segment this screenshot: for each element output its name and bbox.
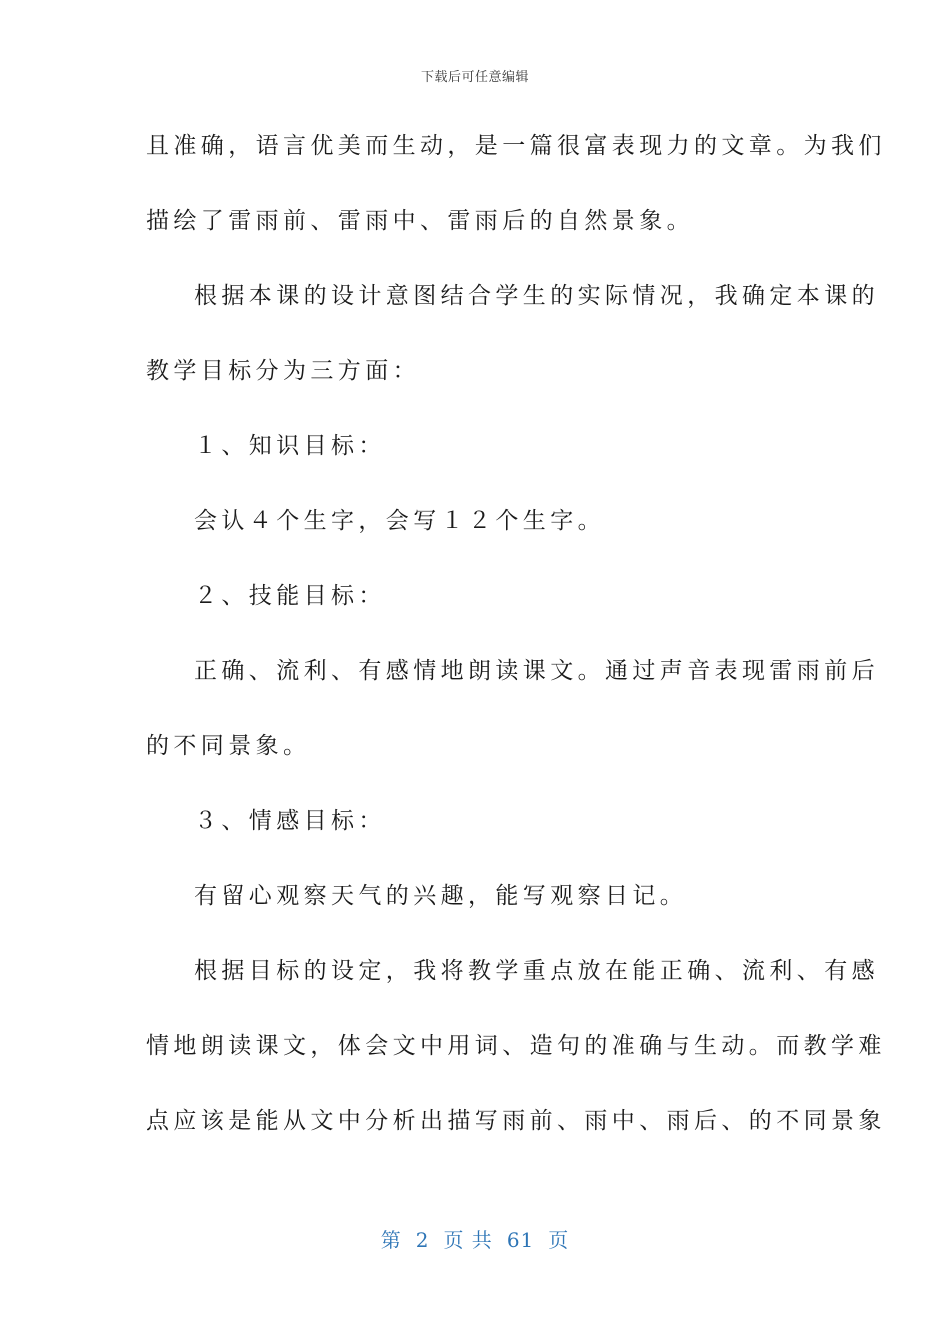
text-line-9: 的不同景象。 bbox=[146, 733, 311, 759]
text-line-13: 情地朗读课文，体会文中用词、造句的准确与生动。而教学难 bbox=[146, 1033, 886, 1059]
text-line-1: 且准确，语言优美而生动，是一篇很富表现力的文章。为我们 bbox=[146, 133, 886, 159]
document-body bbox=[146, 118, 886, 1168]
page-footer bbox=[0, 1224, 950, 1253]
text-line-14: 点应该是能从文中分析出描写雨前、雨中、雨后、的不同景象 bbox=[146, 1108, 886, 1134]
footer-page-number: 2 bbox=[415, 1228, 430, 1252]
text-line-3: 根据本课的设计意图结合学生的实际情况，我确定本课的 bbox=[194, 283, 879, 309]
text-line-10: ３、情感目标： bbox=[194, 808, 386, 834]
text-line-7: ２、技能目标： bbox=[194, 583, 386, 609]
footer-middle: 页 共 bbox=[443, 1228, 493, 1252]
text-line-12: 根据目标的设定，我将教学重点放在能正确、流利、有感 bbox=[194, 958, 879, 984]
footer-suffix: 页 bbox=[548, 1228, 570, 1252]
page-header-note: 下载后可任意编辑 bbox=[420, 70, 529, 85]
text-line-11: 有留心观察天气的兴趣，能写观察日记。 bbox=[194, 883, 688, 909]
text-line-8: 正确、流利、有感情地朗读课文。通过声音表现雷雨前后 bbox=[194, 658, 879, 684]
text-line-4: 教学目标分为三方面： bbox=[146, 358, 420, 384]
text-line-2: 描绘了雷雨前、雷雨中、雷雨后的自然景象。 bbox=[146, 208, 694, 234]
footer-total-pages: 61 bbox=[506, 1228, 535, 1252]
text-line-5: １、知识目标： bbox=[194, 433, 386, 459]
footer-prefix: 第 bbox=[380, 1228, 402, 1252]
text-line-6: 会认４个生字，会写１２个生字。 bbox=[194, 508, 605, 534]
